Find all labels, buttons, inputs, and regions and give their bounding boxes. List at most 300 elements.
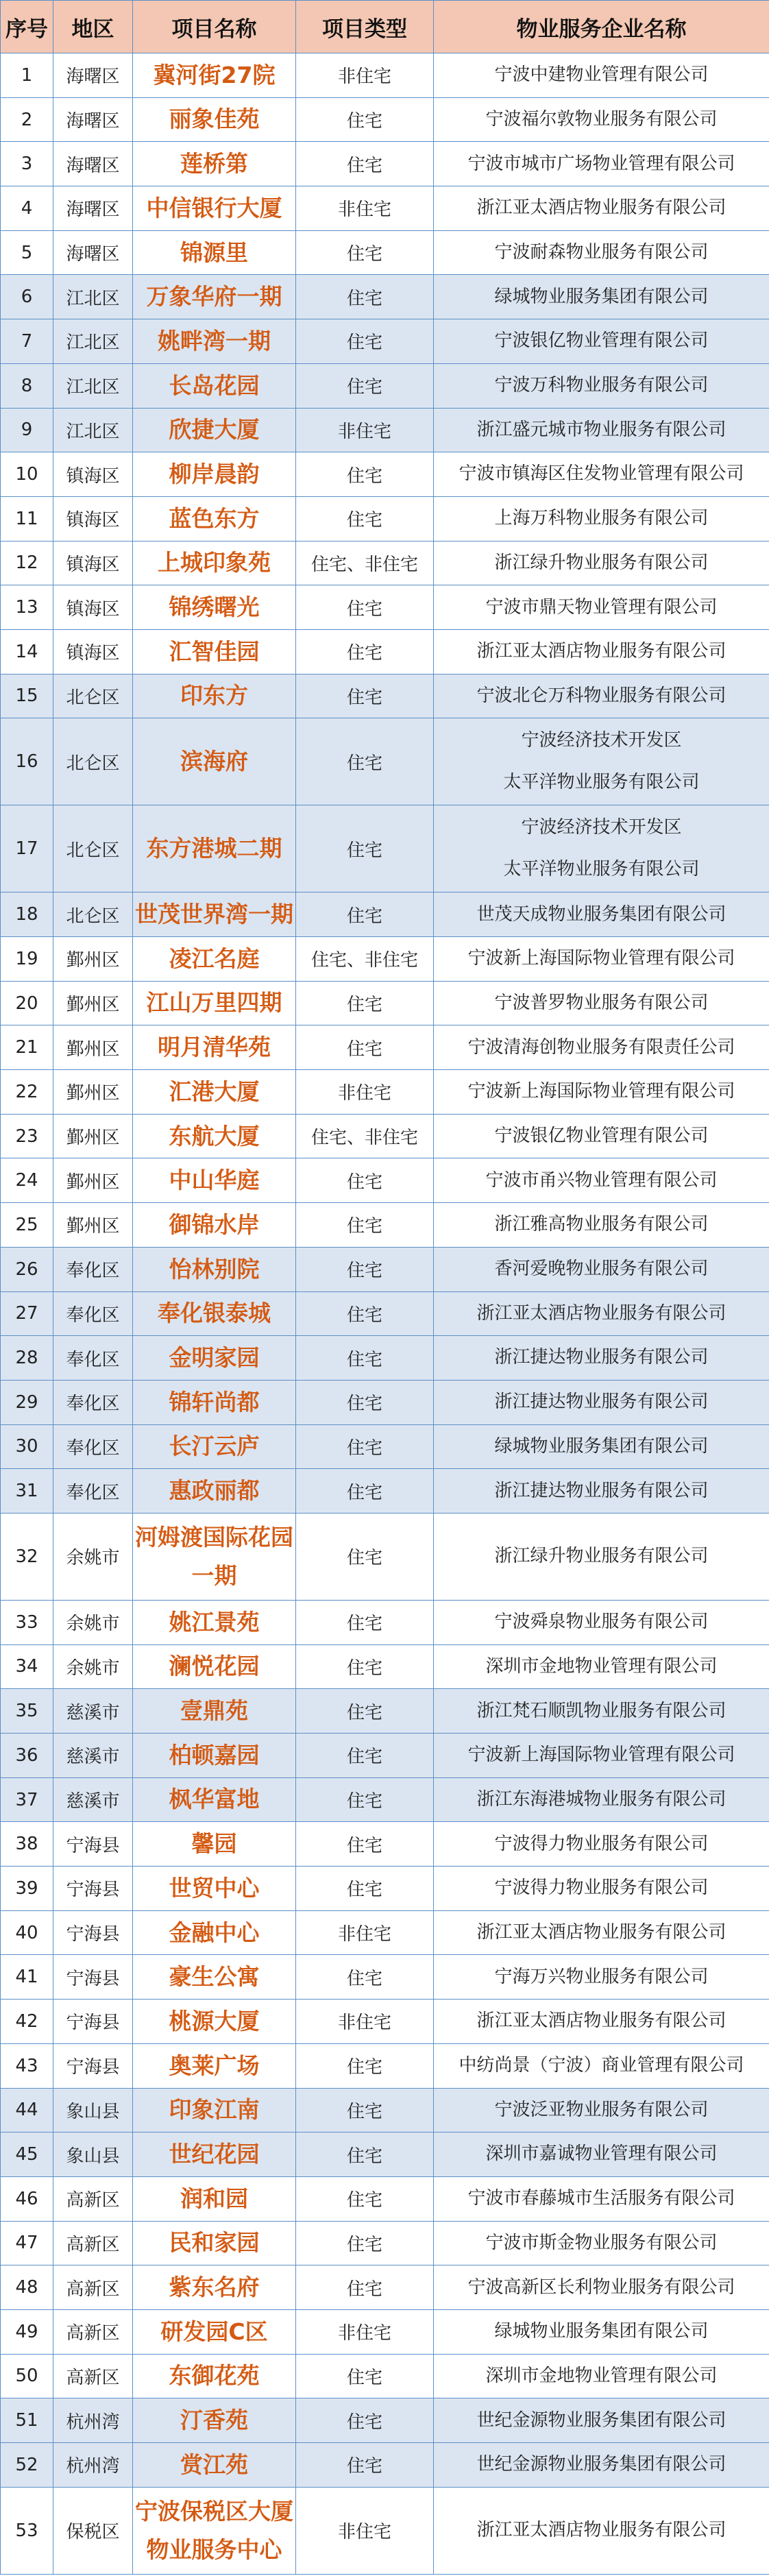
cell-company: 世茂天成物业服务集团有限公司 xyxy=(434,892,769,937)
cell-no: 18 xyxy=(1,892,53,937)
cell-area: 宁海县 xyxy=(53,2043,133,2088)
cell-area: 杭州湾 xyxy=(53,2398,133,2443)
cell-area: 奉化区 xyxy=(53,1380,133,1424)
cell-project-name: 怡林别院 xyxy=(133,1247,296,1291)
cell-area: 北仑区 xyxy=(53,892,133,937)
cell-company: 宁波清海创物业服务有限责任公司 xyxy=(434,1025,769,1070)
cell-project-type: 住宅 xyxy=(296,319,434,364)
cell-area: 奉化区 xyxy=(53,1336,133,1381)
cell-area: 杭州湾 xyxy=(53,2443,133,2488)
table-row xyxy=(1,1203,769,1248)
cell-company: 世纪金源物业服务集团有限公司 xyxy=(434,2443,769,2488)
cell-area: 江北区 xyxy=(53,275,133,319)
cell-project-type: 住宅 xyxy=(296,1689,434,1734)
table-row xyxy=(1,585,769,630)
cell-area: 海曙区 xyxy=(53,142,133,186)
cell-company: 宁波银亿物业管理有限公司 xyxy=(434,1114,769,1158)
cell-area: 宁海县 xyxy=(53,1867,133,1911)
cell-project-name: 汇智佳园 xyxy=(133,629,296,674)
table-row xyxy=(1,452,769,497)
cell-project-type: 住宅 xyxy=(296,230,434,275)
cell-company: 宁波银亿物业管理有限公司 xyxy=(434,319,769,364)
cell-project-name: 奥莱广场 xyxy=(133,2043,296,2088)
cell-company: 浙江亚太酒店物业服务有限公司 xyxy=(434,2487,769,2574)
table-row xyxy=(1,1867,769,1911)
cell-no: 23 xyxy=(1,1114,53,1158)
cell-area: 宁海县 xyxy=(53,1955,133,2000)
cell-company: 中纺尚景（宁波）商业管理有限公司 xyxy=(434,2043,769,2088)
cell-area: 鄞州区 xyxy=(53,981,133,1025)
cell-company: 宁波经济技术开发区 太平洋物业服务有限公司 xyxy=(434,805,769,892)
cell-company: 宁波耐森物业服务有限公司 xyxy=(434,230,769,275)
header-project-type: 项目类型 xyxy=(296,1,434,53)
cell-company: 绿城物业服务集团有限公司 xyxy=(434,275,769,319)
cell-no: 4 xyxy=(1,186,53,231)
cell-project-type: 住宅 xyxy=(296,981,434,1025)
cell-project-type: 住宅 xyxy=(296,2088,434,2133)
cell-project-type: 住宅 xyxy=(296,1380,434,1424)
cell-company: 浙江亚太酒店物业服务有限公司 xyxy=(434,186,769,231)
cell-project-type: 住宅 xyxy=(296,1822,434,1867)
cell-project-name: 长岛花园 xyxy=(133,363,296,408)
cell-no: 17 xyxy=(1,805,53,892)
table-row xyxy=(1,1114,769,1158)
table-row xyxy=(1,1734,769,1778)
cell-project-type: 住宅 xyxy=(296,2176,434,2221)
cell-project-name: 冀河街27院 xyxy=(133,53,296,98)
cell-project-type: 住宅 xyxy=(296,1469,434,1514)
table-row xyxy=(1,718,769,805)
cell-project-type: 住宅、非住宅 xyxy=(296,1114,434,1158)
cell-no: 37 xyxy=(1,1777,53,1822)
cell-project-type: 住宅、非住宅 xyxy=(296,541,434,585)
cell-company: 浙江盛元城市物业服务有限公司 xyxy=(434,408,769,452)
cell-project-type: 住宅 xyxy=(296,1158,434,1203)
cell-no: 46 xyxy=(1,2176,53,2221)
cell-no: 44 xyxy=(1,2088,53,2133)
table-row xyxy=(1,629,769,674)
cell-company: 绿城物业服务集团有限公司 xyxy=(434,2309,769,2354)
cell-area: 镇海区 xyxy=(53,496,133,541)
cell-area: 高新区 xyxy=(53,2309,133,2354)
cell-area: 奉化区 xyxy=(53,1469,133,1514)
cell-area: 鄞州区 xyxy=(53,1114,133,1158)
cell-project-type: 住宅、非住宅 xyxy=(296,937,434,982)
header-no: 序号 xyxy=(1,1,53,53)
cell-project-type: 住宅 xyxy=(296,2354,434,2398)
cell-project-name: 壹鼎苑 xyxy=(133,1689,296,1734)
cell-project-name: 惠政丽都 xyxy=(133,1469,296,1514)
cell-project-name: 汀香苑 xyxy=(133,2398,296,2443)
cell-project-name: 研发园C区 xyxy=(133,2309,296,2354)
cell-project-type: 非住宅 xyxy=(296,408,434,452)
cell-no: 22 xyxy=(1,1070,53,1115)
cell-company: 宁波市春藤城市生活服务有限公司 xyxy=(434,2176,769,2221)
cell-company: 绿城物业服务集团有限公司 xyxy=(434,1424,769,1469)
cell-no: 52 xyxy=(1,2443,53,2488)
cell-area: 慈溪市 xyxy=(53,1689,133,1734)
cell-area: 慈溪市 xyxy=(53,1734,133,1778)
cell-area: 江北区 xyxy=(53,319,133,364)
cell-no: 14 xyxy=(1,629,53,674)
cell-no: 49 xyxy=(1,2309,53,2354)
cell-project-name: 御锦水岸 xyxy=(133,1203,296,1248)
cell-project-type: 住宅 xyxy=(296,674,434,718)
table-row xyxy=(1,2043,769,2088)
table-row xyxy=(1,1822,769,1867)
cell-no: 19 xyxy=(1,937,53,982)
cell-project-type: 住宅 xyxy=(296,1424,434,1469)
cell-company: 宁波北仑万科物业服务有限公司 xyxy=(434,674,769,718)
cell-area: 鄞州区 xyxy=(53,1070,133,1115)
cell-project-name: 锦绣曙光 xyxy=(133,585,296,630)
cell-project-name: 枫华富地 xyxy=(133,1777,296,1822)
cell-area: 镇海区 xyxy=(53,452,133,497)
table-row xyxy=(1,1291,769,1336)
cell-project-type: 住宅 xyxy=(296,452,434,497)
cell-area: 镇海区 xyxy=(53,629,133,674)
cell-project-name: 奉化银泰城 xyxy=(133,1291,296,1336)
cell-area: 高新区 xyxy=(53,2221,133,2265)
table-row xyxy=(1,2221,769,2265)
cell-project-name: 莲桥第 xyxy=(133,142,296,186)
cell-area: 海曙区 xyxy=(53,230,133,275)
cell-project-type: 住宅 xyxy=(296,585,434,630)
cell-no: 16 xyxy=(1,718,53,805)
table-row xyxy=(1,674,769,718)
cell-company: 宁波高新区长利物业服务有限公司 xyxy=(434,2265,769,2310)
table-row xyxy=(1,2176,769,2221)
cell-project-name: 欣捷大厦 xyxy=(133,408,296,452)
cell-project-name: 柏顿嘉园 xyxy=(133,1734,296,1778)
cell-area: 镇海区 xyxy=(53,541,133,585)
cell-project-name: 印东方 xyxy=(133,674,296,718)
cell-project-name: 姚江景苑 xyxy=(133,1600,296,1644)
cell-no: 47 xyxy=(1,2221,53,2265)
header-company: 物业服务企业名称 xyxy=(434,1,769,53)
cell-no: 31 xyxy=(1,1469,53,1514)
cell-no: 28 xyxy=(1,1336,53,1381)
table-row xyxy=(1,142,769,186)
cell-no: 29 xyxy=(1,1380,53,1424)
cell-company: 宁波福尔敦物业服务有限公司 xyxy=(434,97,769,142)
cell-no: 38 xyxy=(1,1822,53,1867)
cell-no: 26 xyxy=(1,1247,53,1291)
cell-area: 宁海县 xyxy=(53,1910,133,1955)
cell-project-type: 住宅 xyxy=(296,2221,434,2265)
cell-no: 45 xyxy=(1,2133,53,2177)
cell-project-type: 住宅 xyxy=(296,2133,434,2177)
cell-project-type: 非住宅 xyxy=(296,2000,434,2044)
cell-area: 北仑区 xyxy=(53,674,133,718)
cell-project-type: 非住宅 xyxy=(296,1070,434,1115)
cell-area: 高新区 xyxy=(53,2265,133,2310)
cell-project-name: 桃源大厦 xyxy=(133,2000,296,2044)
cell-project-type: 住宅 xyxy=(296,1600,434,1644)
cell-project-name: 世纪花园 xyxy=(133,2133,296,2177)
cell-area: 象山县 xyxy=(53,2088,133,2133)
cell-project-type: 非住宅 xyxy=(296,1910,434,1955)
cell-project-name: 姚畔湾一期 xyxy=(133,319,296,364)
cell-no: 40 xyxy=(1,1910,53,1955)
table-row xyxy=(1,1336,769,1381)
cell-project-name: 江山万里四期 xyxy=(133,981,296,1025)
table-body xyxy=(1,53,769,2575)
cell-project-name: 世贸中心 xyxy=(133,1867,296,1911)
cell-area: 保税区 xyxy=(53,2487,133,2574)
table-row xyxy=(1,97,769,142)
cell-area: 鄞州区 xyxy=(53,1158,133,1203)
cell-company: 宁波得力物业服务有限公司 xyxy=(434,1867,769,1911)
cell-project-type: 住宅 xyxy=(296,97,434,142)
cell-company: 宁波万科物业服务有限公司 xyxy=(434,363,769,408)
cell-company: 浙江捷达物业服务有限公司 xyxy=(434,1469,769,1514)
cell-company: 浙江亚太酒店物业服务有限公司 xyxy=(434,629,769,674)
cell-project-type: 住宅 xyxy=(296,1247,434,1291)
cell-project-name: 澜悦花园 xyxy=(133,1644,296,1689)
cell-project-name: 润和园 xyxy=(133,2176,296,2221)
cell-project-name: 民和家园 xyxy=(133,2221,296,2265)
cell-no: 53 xyxy=(1,2487,53,2574)
cell-company: 世纪金源物业服务集团有限公司 xyxy=(434,2398,769,2443)
table-row xyxy=(1,2487,769,2574)
cell-area: 慈溪市 xyxy=(53,1777,133,1822)
cell-project-name: 明月清华苑 xyxy=(133,1025,296,1070)
cell-company: 宁波新上海国际物业管理有限公司 xyxy=(434,1734,769,1778)
table-row xyxy=(1,319,769,364)
cell-area: 奉化区 xyxy=(53,1291,133,1336)
cell-no: 50 xyxy=(1,2354,53,2398)
table-row xyxy=(1,2354,769,2398)
cell-company: 宁波新上海国际物业管理有限公司 xyxy=(434,937,769,982)
table-row xyxy=(1,363,769,408)
cell-project-type: 住宅 xyxy=(296,496,434,541)
cell-area: 奉化区 xyxy=(53,1424,133,1469)
cell-no: 30 xyxy=(1,1424,53,1469)
cell-company: 浙江亚太酒店物业服务有限公司 xyxy=(434,1910,769,1955)
cell-project-type: 住宅 xyxy=(296,2398,434,2443)
cell-area: 宁海县 xyxy=(53,2000,133,2044)
cell-no: 33 xyxy=(1,1600,53,1644)
cell-no: 3 xyxy=(1,142,53,186)
table-row xyxy=(1,186,769,231)
cell-no: 13 xyxy=(1,585,53,630)
cell-area: 江北区 xyxy=(53,363,133,408)
header-project-name: 项目名称 xyxy=(133,1,296,53)
table-row xyxy=(1,408,769,452)
table-row xyxy=(1,2309,769,2354)
cell-project-type: 非住宅 xyxy=(296,186,434,231)
cell-project-name: 馨园 xyxy=(133,1822,296,1867)
cell-project-type: 住宅 xyxy=(296,2443,434,2488)
cell-area: 镇海区 xyxy=(53,585,133,630)
cell-company: 浙江梵石顺凯物业服务有限公司 xyxy=(434,1689,769,1734)
cell-area: 余姚市 xyxy=(53,1513,133,1600)
table-row xyxy=(1,1380,769,1424)
cell-project-type: 非住宅 xyxy=(296,53,434,98)
cell-project-type: 住宅 xyxy=(296,1777,434,1822)
cell-project-name: 东方港城二期 xyxy=(133,805,296,892)
cell-no: 35 xyxy=(1,1689,53,1734)
table-row xyxy=(1,2265,769,2310)
cell-area: 鄞州区 xyxy=(53,1203,133,1248)
cell-project-type: 住宅 xyxy=(296,892,434,937)
table-row xyxy=(1,2000,769,2044)
cell-company: 宁波中建物业管理有限公司 xyxy=(434,53,769,98)
cell-project-name: 锦源里 xyxy=(133,230,296,275)
cell-project-name: 河姆渡国际花园 一期 xyxy=(133,1513,296,1600)
cell-area: 奉化区 xyxy=(53,1247,133,1291)
cell-company: 香河爱晚物业服务有限公司 xyxy=(434,1247,769,1291)
cell-project-type: 住宅 xyxy=(296,142,434,186)
cell-area: 鄞州区 xyxy=(53,937,133,982)
cell-no: 34 xyxy=(1,1644,53,1689)
cell-company: 浙江捷达物业服务有限公司 xyxy=(434,1380,769,1424)
table-row xyxy=(1,2398,769,2443)
cell-project-name: 赏江苑 xyxy=(133,2443,296,2488)
cell-project-name: 金融中心 xyxy=(133,1910,296,1955)
cell-area: 江北区 xyxy=(53,408,133,452)
table-row xyxy=(1,892,769,937)
cell-company: 宁波经济技术开发区 太平洋物业服务有限公司 xyxy=(434,718,769,805)
cell-company: 宁波舜泉物业服务有限公司 xyxy=(434,1600,769,1644)
table-row xyxy=(1,981,769,1025)
cell-project-type: 非住宅 xyxy=(296,2309,434,2354)
cell-project-type: 住宅 xyxy=(296,1867,434,1911)
cell-project-name: 中山华庭 xyxy=(133,1158,296,1203)
cell-project-name: 东御花苑 xyxy=(133,2354,296,2398)
header-area: 地区 xyxy=(53,1,133,53)
cell-project-name: 万象华府一期 xyxy=(133,275,296,319)
cell-company: 宁波市甬兴物业管理有限公司 xyxy=(434,1158,769,1203)
cell-company: 浙江捷达物业服务有限公司 xyxy=(434,1336,769,1381)
cell-project-name: 中信银行大厦 xyxy=(133,186,296,231)
table-row xyxy=(1,1158,769,1203)
cell-no: 27 xyxy=(1,1291,53,1336)
table-row xyxy=(1,1600,769,1644)
table-row xyxy=(1,1955,769,2000)
table-row xyxy=(1,2133,769,2177)
table-row xyxy=(1,1777,769,1822)
cell-area: 宁海县 xyxy=(53,1822,133,1867)
cell-project-name: 汇港大厦 xyxy=(133,1070,296,1115)
cell-company: 浙江亚太酒店物业服务有限公司 xyxy=(434,1291,769,1336)
cell-project-name: 东航大厦 xyxy=(133,1114,296,1158)
cell-project-name: 紫东名府 xyxy=(133,2265,296,2310)
cell-project-type: 住宅 xyxy=(296,805,434,892)
table-row xyxy=(1,230,769,275)
cell-project-type: 住宅 xyxy=(296,275,434,319)
cell-project-type: 住宅 xyxy=(296,1513,434,1600)
cell-area: 北仑区 xyxy=(53,718,133,805)
cell-company: 宁海万兴物业服务有限公司 xyxy=(434,1955,769,2000)
cell-no: 48 xyxy=(1,2265,53,2310)
cell-no: 41 xyxy=(1,1955,53,2000)
cell-area: 余姚市 xyxy=(53,1600,133,1644)
table-row xyxy=(1,805,769,892)
cell-project-name: 长汀云庐 xyxy=(133,1424,296,1469)
cell-project-name: 锦轩尚都 xyxy=(133,1380,296,1424)
cell-project-name: 宁波保税区大厦 物业服务中心 xyxy=(133,2487,296,2574)
cell-project-type: 住宅 xyxy=(296,363,434,408)
cell-area: 高新区 xyxy=(53,2354,133,2398)
table-header xyxy=(1,1,769,53)
cell-no: 8 xyxy=(1,363,53,408)
cell-project-type: 住宅 xyxy=(296,1203,434,1248)
table-row xyxy=(1,1689,769,1734)
cell-no: 42 xyxy=(1,2000,53,2044)
cell-company: 深圳市嘉诚物业管理有限公司 xyxy=(434,2133,769,2177)
cell-project-name: 滨海府 xyxy=(133,718,296,805)
cell-area: 鄞州区 xyxy=(53,1025,133,1070)
cell-area: 海曙区 xyxy=(53,53,133,98)
table-row xyxy=(1,275,769,319)
cell-no: 25 xyxy=(1,1203,53,1248)
cell-no: 15 xyxy=(1,674,53,718)
cell-project-name: 上城印象苑 xyxy=(133,541,296,585)
cell-area: 余姚市 xyxy=(53,1644,133,1689)
cell-no: 10 xyxy=(1,452,53,497)
cell-company: 上海万科物业服务有限公司 xyxy=(434,496,769,541)
cell-project-name: 丽象佳苑 xyxy=(133,97,296,142)
cell-company: 浙江绿升物业服务有限公司 xyxy=(434,1513,769,1600)
cell-project-type: 住宅 xyxy=(296,1955,434,2000)
cell-company: 宁波普罗物业服务有限公司 xyxy=(434,981,769,1025)
cell-company: 深圳市金地物业管理有限公司 xyxy=(434,2354,769,2398)
cell-company: 深圳市金地物业管理有限公司 xyxy=(434,1644,769,1689)
cell-project-type: 住宅 xyxy=(296,1025,434,1070)
cell-company: 浙江雅高物业服务有限公司 xyxy=(434,1203,769,1248)
cell-no: 7 xyxy=(1,319,53,364)
cell-project-name: 印象江南 xyxy=(133,2088,296,2133)
cell-area: 海曙区 xyxy=(53,97,133,142)
cell-no: 20 xyxy=(1,981,53,1025)
cell-project-type: 住宅 xyxy=(296,1336,434,1381)
cell-no: 11 xyxy=(1,496,53,541)
cell-company: 宁波市鼎天物业管理有限公司 xyxy=(434,585,769,630)
cell-no: 21 xyxy=(1,1025,53,1070)
cell-company: 宁波市镇海区住发物业管理有限公司 xyxy=(434,452,769,497)
table-row xyxy=(1,1644,769,1689)
cell-area: 海曙区 xyxy=(53,186,133,231)
cell-project-type: 住宅 xyxy=(296,1734,434,1778)
cell-project-name: 豪生公寓 xyxy=(133,1955,296,2000)
cell-no: 43 xyxy=(1,2043,53,2088)
table-row xyxy=(1,937,769,982)
table-row xyxy=(1,1469,769,1514)
cell-no: 9 xyxy=(1,408,53,452)
cell-project-type: 住宅 xyxy=(296,2043,434,2088)
table-row xyxy=(1,1025,769,1070)
cell-company: 宁波得力物业服务有限公司 xyxy=(434,1822,769,1867)
table-row xyxy=(1,1247,769,1291)
table-row xyxy=(1,1424,769,1469)
table-row xyxy=(1,2443,769,2488)
cell-company: 宁波泛亚物业服务有限公司 xyxy=(434,2088,769,2133)
cell-no: 5 xyxy=(1,230,53,275)
cell-company: 宁波市斯金物业服务有限公司 xyxy=(434,2221,769,2265)
cell-company: 浙江东海港城物业服务有限公司 xyxy=(434,1777,769,1822)
cell-no: 2 xyxy=(1,97,53,142)
cell-project-name: 柳岸晨韵 xyxy=(133,452,296,497)
cell-no: 6 xyxy=(1,275,53,319)
cell-no: 1 xyxy=(1,53,53,98)
cell-no: 12 xyxy=(1,541,53,585)
cell-no: 36 xyxy=(1,1734,53,1778)
cell-company: 宁波市城市广场物业管理有限公司 xyxy=(434,142,769,186)
table-row xyxy=(1,2088,769,2133)
cell-company: 浙江绿升物业服务有限公司 xyxy=(434,541,769,585)
